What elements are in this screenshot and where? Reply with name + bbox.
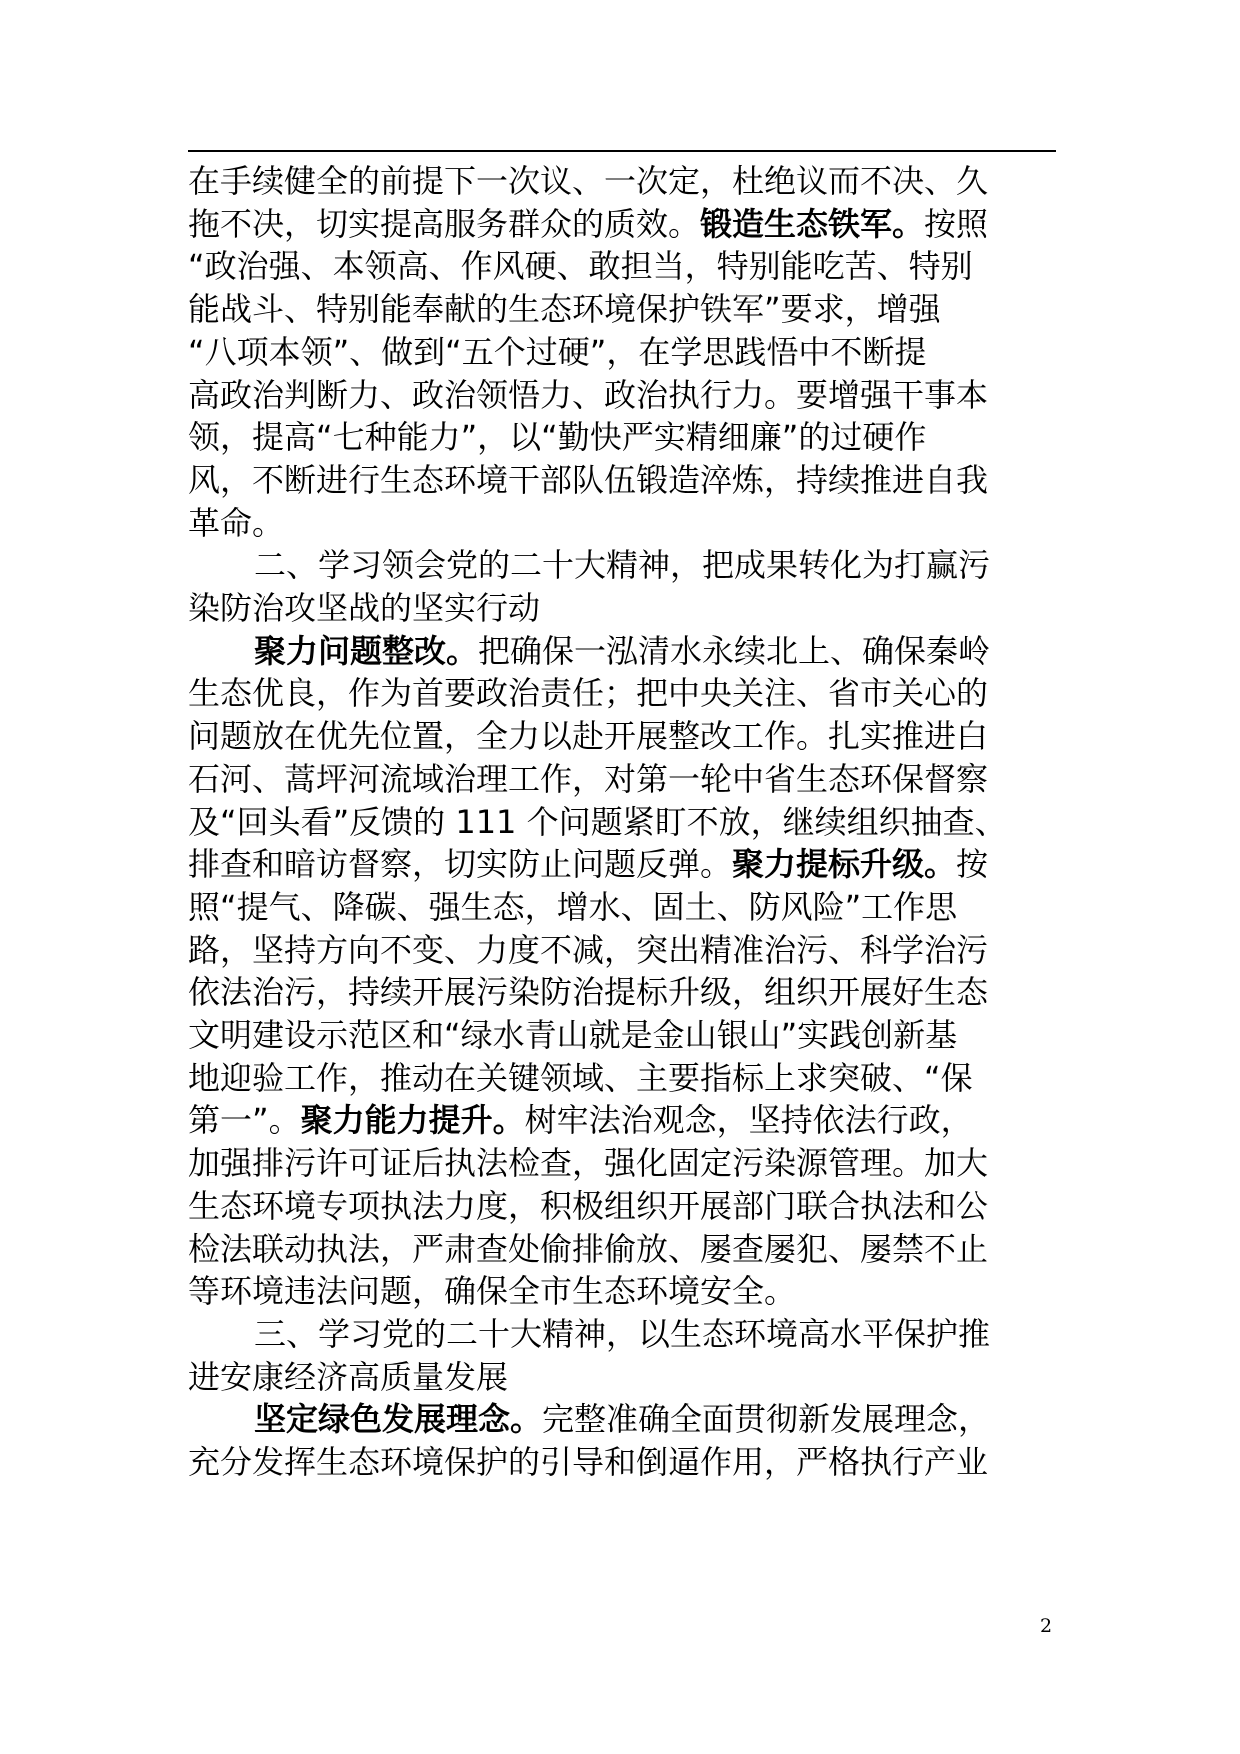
text-line xyxy=(188,713,1056,759)
text-run: 领，提高“七种能力”，以“勤快严实精细廉”的过硬作 xyxy=(188,418,927,456)
text-line xyxy=(254,1396,1056,1442)
text-line xyxy=(188,414,1056,460)
text-line xyxy=(188,1226,1056,1272)
text-line xyxy=(188,286,1056,332)
text-line xyxy=(188,1055,1056,1101)
text-run: 石河、蒿坪河流域治理工作，对第一轮中省生态环保督察 xyxy=(188,760,989,798)
text-line xyxy=(188,329,1056,375)
bold-heading-phrase: 坚定绿色发展理念。 xyxy=(254,1400,543,1438)
text-line xyxy=(188,158,1056,204)
text-line xyxy=(188,969,1056,1015)
text-line xyxy=(188,841,1056,887)
text-line xyxy=(254,628,1056,674)
text-line xyxy=(188,1012,1056,1058)
text-line xyxy=(188,1354,1056,1400)
text-line xyxy=(188,884,1056,930)
text-line xyxy=(188,500,1056,546)
text-run: 路，坚持方向不变、力度不减，突出精准治污、科学治污 xyxy=(188,931,989,969)
text-line xyxy=(188,927,1056,973)
text-run: 树牢法治观念，坚持依法行政， xyxy=(524,1101,973,1139)
text-run: 第一”。 xyxy=(188,1101,301,1139)
text-line xyxy=(188,1439,1056,1485)
text-line xyxy=(188,457,1056,503)
text-run: 生态优良，作为首要政治责任；把中央关注、省市关心的 xyxy=(188,674,989,712)
text-run: 完整准确全面贯彻新发展理念， xyxy=(542,1400,991,1438)
text-run: 问题放在优先位置，全力以赴开展整改工作。扎实推进白 xyxy=(188,717,989,755)
text-run: 加强排污许可证后执法检查，强化固定污染源管理。加大 xyxy=(188,1144,989,1182)
text-run: 在手续健全的前提下一次议、一次定，杜绝议而不决、久 xyxy=(188,162,989,200)
text-run: 等环境违法问题，确保全市生态环境安全。 xyxy=(188,1272,797,1310)
text-line xyxy=(188,372,1056,418)
text-run: 风，不断进行生态环境干部队伍锻造淬炼，持续推进自我 xyxy=(188,461,989,499)
text-run: “政治强、本领高、作风硬、敢担当，特别能吃苦、特别 xyxy=(188,247,973,285)
text-run: 三、学习党的二十大精神，以生态环境高水平保护推 xyxy=(254,1315,991,1353)
text-run: “八项本领”、做到“五个过硬”，在学思践悟中不断提 xyxy=(188,333,927,371)
bold-heading-phrase: 聚力问题整改。 xyxy=(254,632,479,670)
text-run: 高政治判断力、政治领悟力、政治执行力。要增强干事本 xyxy=(188,376,989,414)
text-line xyxy=(188,1140,1056,1186)
text-run: 地迎验工作，推动在关键领域、主要指标上求突破、“保 xyxy=(188,1059,973,1097)
text-run: 拖不决，切实提高服务群众的质效。 xyxy=(188,205,701,243)
text-line xyxy=(188,1097,1056,1143)
text-run: 充分发挥生态环境保护的引导和倒逼作用，严格执行产业 xyxy=(188,1443,989,1481)
text-run: 排查和暗访督察，切实防止问题反弹。 xyxy=(188,845,733,883)
text-run: 按 xyxy=(956,845,989,883)
text-run: 生态环境专项执法力度，积极组织开展部门联合执法和公 xyxy=(188,1187,989,1225)
text-run: 按照 xyxy=(924,205,989,243)
text-run: 依法治污，持续开展污染防治提标升级，组织开展好生态 xyxy=(188,973,989,1011)
bold-heading-phrase: 锻造生态铁军。 xyxy=(700,205,925,243)
text-line xyxy=(188,1268,1056,1314)
text-run: 及“回头看”反馈的 111 个问题紧盯不放，继续组织抽查、 xyxy=(188,803,1007,841)
text-run: 染防治攻坚战的坚实行动 xyxy=(188,589,541,627)
text-run: 把确保一泓清水永续北上、确保秦岭 xyxy=(478,632,991,670)
text-line xyxy=(188,670,1056,716)
text-line xyxy=(188,201,1056,247)
bold-heading-phrase: 聚力能力提升。 xyxy=(300,1101,525,1139)
text-run: 检法联动执法，严肃查处偷排偷放、屡查屡犯、屡禁不止 xyxy=(188,1230,989,1268)
text-line xyxy=(188,799,1056,845)
text-run: 文明建设示范区和“绿水青山就是金山银山”实践创新基 xyxy=(188,1016,958,1054)
text-line xyxy=(254,542,1056,588)
page-number: 2 xyxy=(1040,1615,1053,1637)
text-line xyxy=(188,243,1056,289)
text-line xyxy=(254,1311,1056,1357)
text-line xyxy=(188,756,1056,802)
text-run: 照“提气、降碳、强生态，增水、固土、防风险”工作思 xyxy=(188,888,958,926)
text-line xyxy=(188,1183,1056,1229)
bold-heading-phrase: 聚力提标升级。 xyxy=(732,845,957,883)
text-run: 进安康经济高质量发展 xyxy=(188,1358,509,1396)
text-run: 能战斗、特别能奉献的生态环境保护铁军”要求，增强 xyxy=(188,290,941,328)
text-run: 二、学习领会党的二十大精神，把成果转化为打赢污 xyxy=(254,546,991,584)
text-run: 革命。 xyxy=(188,504,285,542)
text-line xyxy=(188,585,1056,631)
